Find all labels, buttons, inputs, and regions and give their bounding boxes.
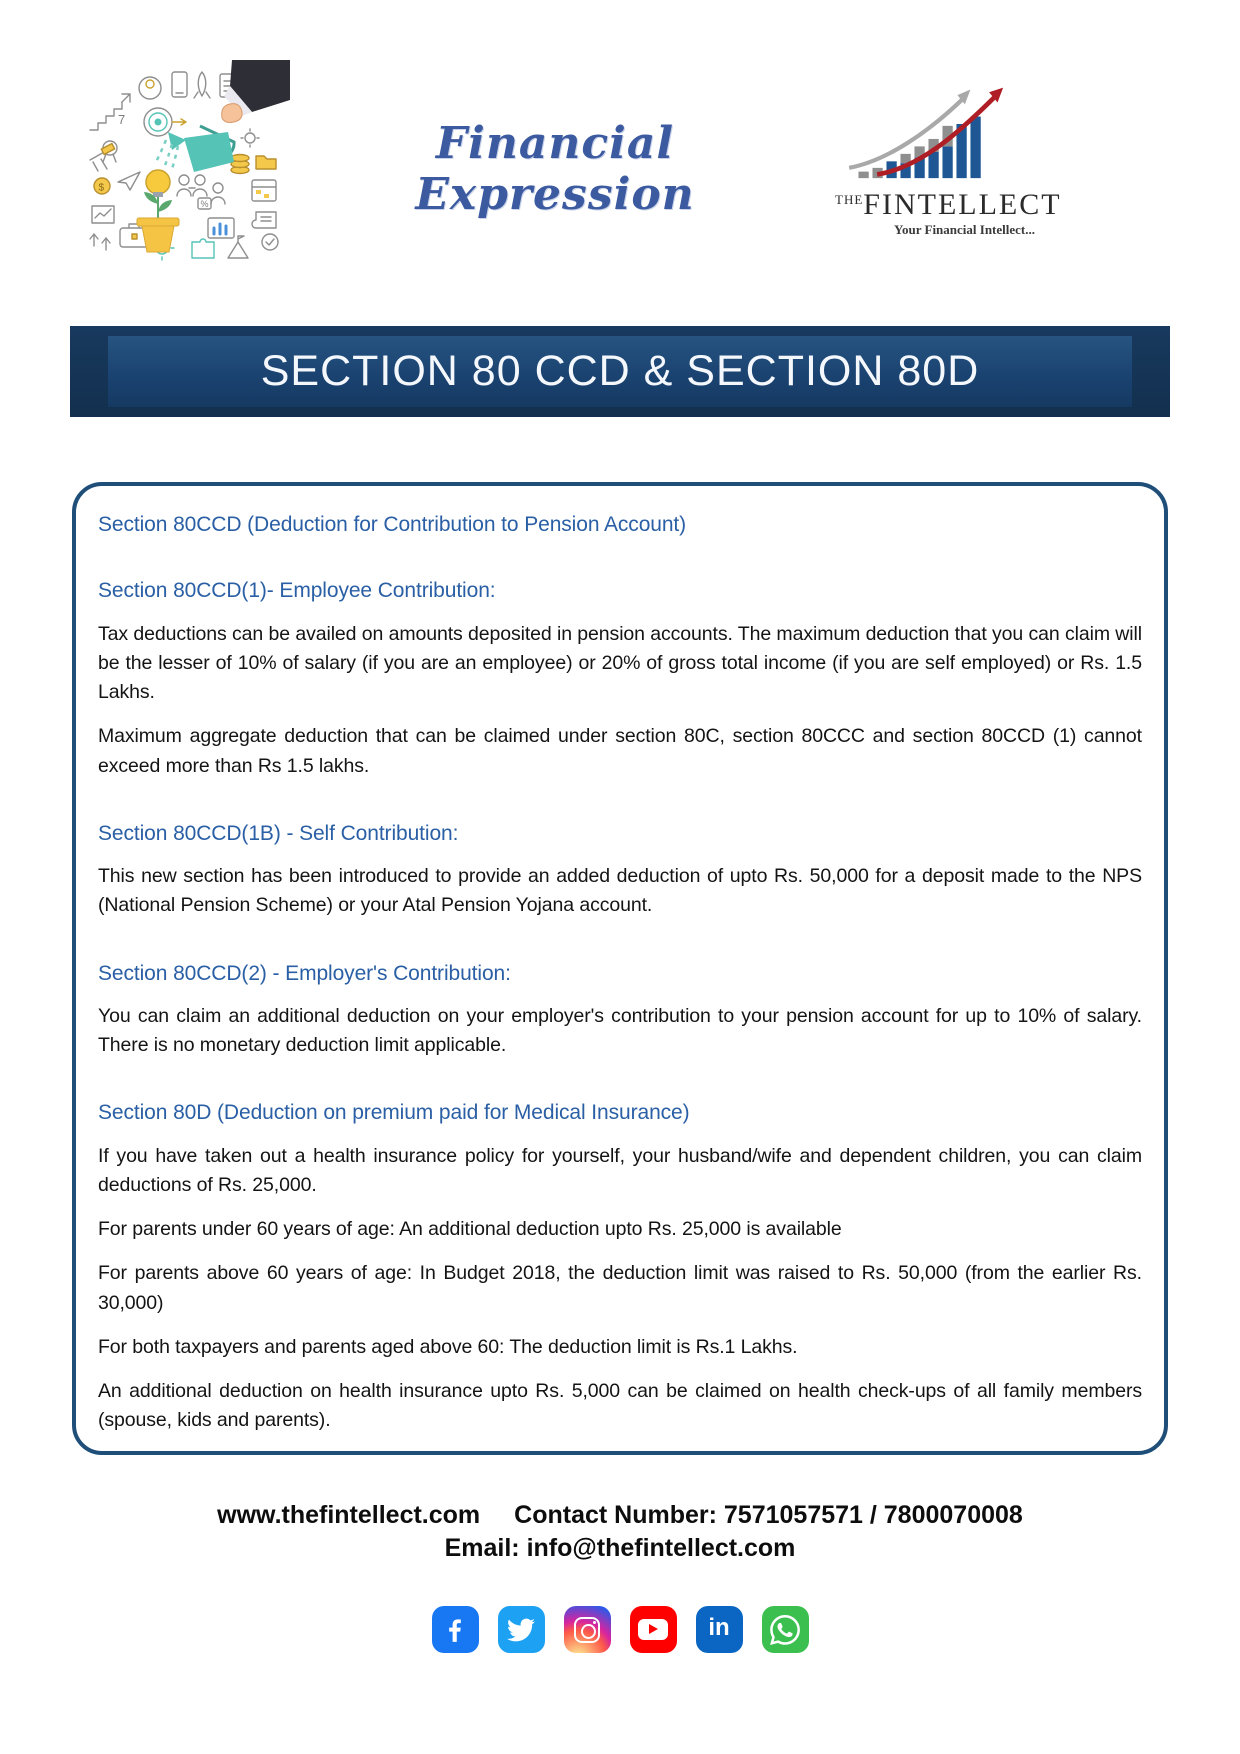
email-text: Email: info@thefintellect.com — [444, 1533, 796, 1562]
section-80d-paragraph: If you have taken out a health insurance policy for yourself, your husband/wife and dependent children, you can claim deductions of Rs. 25,000. — [98, 1144, 1142, 1196]
footer-contact-line — [0, 1499, 1240, 1532]
youtube-icon[interactable] — [630, 1606, 677, 1653]
section-80ccd1-paragraph: Tax deductions can be availed on amounts deposited in pension accounts. The maximum deduction that you can claim will be the lesser of 10% of salary (if you are an employee) or 20% of gross total income (if you are self employed) or Rs. 1.5 Lakhs. — [98, 622, 1142, 703]
section-80ccd2-paragraph: You can claim an additional deduction on your employer's contribution to your pension account for up to 10% of salary. There is no monetary deduction limit applicable. — [98, 1004, 1142, 1056]
svg-text:7: 7 — [118, 112, 126, 127]
section-80d-paragraph: For parents above 60 years of age: In Budget 2018, the deduction limit was raised to Rs. 50,000 (from the earlier Rs. 30,000) — [98, 1262, 1142, 1314]
svg-text:$: $ — [98, 182, 105, 194]
section-80d-heading: Section 80D (Deduction on premium paid for Medical Insurance) — [98, 1101, 690, 1125]
page-title: SECTION 80 CCD & SECTION 80D — [260, 347, 980, 395]
section-80ccd-heading: Section 80CCD (Deduction for Contribution to Pension Account) — [98, 513, 687, 536]
twitter-icon[interactable] — [498, 1606, 545, 1653]
fintellect-logo — [835, 82, 1062, 238]
website-text: www.thefintellect.com — [217, 1501, 481, 1529]
title-banner — [70, 326, 1170, 417]
section-80d-paragraph: An additional deduction on health insurance upto Rs. 5,000 can be claimed on health check-ups of all family members (spouse, kids and parents). — [98, 1380, 1142, 1432]
growth-watering-illustration — [80, 60, 290, 265]
content-box — [72, 482, 1168, 1455]
section-80ccd1b-heading: Section 80CCD(1B) - Self Contribution: — [98, 821, 459, 845]
footer — [0, 1499, 1240, 1564]
title-banner-inner — [108, 336, 1132, 407]
section-80ccd1-paragraph: Maximum aggregate deduction that can be claimed under section 80C, section 80CCC and section 80CCD (1) cannot exceed more than Rs 1.5 lakhs. — [98, 725, 1142, 777]
linkedin-icon[interactable]: in — [696, 1606, 743, 1653]
section-80ccd1b-paragraph: This new section has been introduced to provide an added deduction of upto Rs. 50,000 for a deposit made to the NPS (National Pension Scheme) or your Atal Pension Yojana account. — [98, 865, 1142, 917]
logo-the: THE — [835, 192, 864, 207]
header — [0, 0, 1240, 326]
footer-email-line — [0, 1532, 1240, 1565]
section-80ccd2-heading: Section 80CCD(2) - Employer's Contribution: — [98, 961, 511, 985]
logo-tagline: Your Financial Intellect... — [894, 222, 1035, 237]
logo-wordmark — [835, 188, 1062, 221]
instagram-icon[interactable] — [564, 1606, 611, 1653]
section-80ccd1-heading: Section 80CCD(1)- Employee Contribution: — [98, 579, 496, 603]
logo-bar-chart — [835, 82, 1035, 194]
social-icons-row — [0, 1606, 1240, 1653]
brand-script-title: Financial Expression — [415, 118, 695, 220]
section-80d-paragraph: For both taxpayers and parents aged above 60: The deduction limit is Rs.1 Lakhs. — [98, 1335, 798, 1358]
svg-text:%: % — [200, 199, 209, 209]
logo-name: FINTELLECT — [863, 188, 1062, 221]
facebook-icon[interactable] — [432, 1606, 479, 1653]
whatsapp-icon[interactable] — [762, 1606, 809, 1653]
section-80d-paragraph: For parents under 60 years of age: An additional deduction upto Rs. 25,000 is available — [98, 1218, 842, 1240]
contact-number-text: Contact Number: 7571057571 / 7800070008 — [514, 1501, 1023, 1529]
